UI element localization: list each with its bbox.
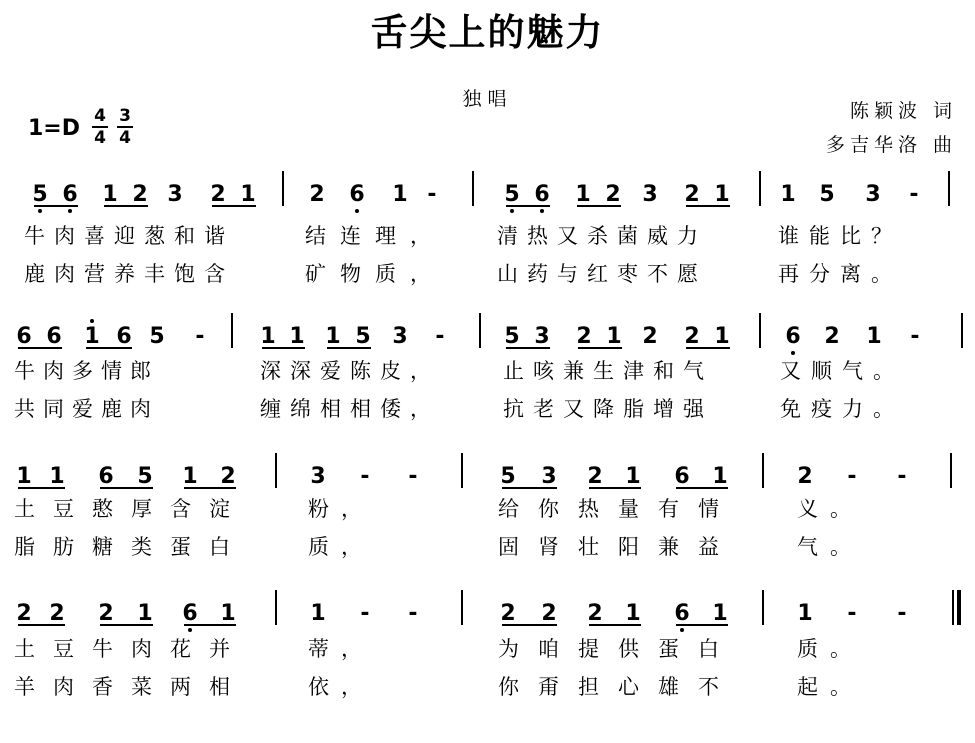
note: 3 <box>541 464 557 489</box>
lyric-phrase: 给你热量有情 <box>498 497 738 521</box>
note: 2 <box>684 182 700 207</box>
octave-dot-below <box>510 209 514 213</box>
note: 1 <box>625 464 641 489</box>
lyric-phrase: 深深爱陈皮， <box>260 359 440 383</box>
note: 1 <box>220 601 236 626</box>
octave-dot-below <box>38 209 42 213</box>
lyric-phrase: 依， <box>308 675 374 699</box>
note: 5 <box>500 464 516 489</box>
note: 2 <box>684 324 700 349</box>
note: 1 <box>606 324 622 349</box>
note: 5 <box>355 324 371 349</box>
note: 2 <box>500 601 516 626</box>
note: 5 <box>504 324 520 349</box>
lyric-phrase: 矿物质， <box>305 262 445 286</box>
lyric-phrase: 土豆牛肉花并 <box>14 637 248 661</box>
note: 1 <box>714 324 730 349</box>
note: 2 <box>220 464 236 489</box>
lyric-phrase: 质。 <box>797 637 863 661</box>
dash: - <box>847 464 857 489</box>
time-signature-bottom: 4 <box>94 128 106 148</box>
dash: - <box>408 464 418 489</box>
composer-credit: 多吉华洛 曲 <box>825 134 957 156</box>
note: 2 <box>642 324 658 349</box>
note: 2 <box>132 182 148 207</box>
lyric-phrase: 起。 <box>797 675 863 699</box>
note: 6 <box>62 182 78 207</box>
note: 2 <box>49 601 65 626</box>
lyric-phrase: 义。 <box>797 497 863 521</box>
note: 1 <box>625 601 641 626</box>
lyric-phrase: 质， <box>308 535 374 559</box>
dash: - <box>360 464 370 489</box>
lyric-phrase: 缠绵相相倭， <box>260 397 440 421</box>
note: 6 <box>46 324 62 349</box>
dash: - <box>847 601 857 626</box>
note: 6 <box>674 464 690 489</box>
dash: - <box>360 601 370 626</box>
note: 1 <box>289 324 305 349</box>
lyric-phrase: 抗老又降脂增强 <box>503 397 713 421</box>
lyric-phrase: 你甭担心雄不 <box>498 675 738 699</box>
time-signature-top: 3 <box>119 106 131 126</box>
note: 2 <box>576 324 592 349</box>
note: 1 <box>310 601 326 626</box>
note: 2 <box>605 182 621 207</box>
time-signature-bottom: 4 <box>119 128 131 148</box>
note: 6 <box>785 324 801 349</box>
lyric-phrase: 谁能比？ <box>778 224 902 248</box>
octave-dot-below <box>540 209 544 213</box>
time-signature-top: 4 <box>94 106 106 126</box>
note: 6 <box>349 182 365 207</box>
note: 1 <box>797 601 813 626</box>
note: 1 <box>780 182 796 207</box>
lyric-phrase: 山药与红枣不愿 <box>497 262 707 286</box>
note: 2 <box>309 182 325 207</box>
note: 6 <box>116 324 132 349</box>
lyric-phrase: 再分离。 <box>778 262 902 286</box>
octave-dot-below <box>68 209 72 213</box>
lyric-phrase: 结连理， <box>305 224 445 248</box>
note: 5 <box>149 324 165 349</box>
note: 5 <box>819 182 835 207</box>
note: 1 <box>102 182 118 207</box>
note: 2 <box>587 601 603 626</box>
dash: - <box>897 601 907 626</box>
note: 1 <box>84 324 100 349</box>
dash: - <box>909 182 919 207</box>
note: 2 <box>587 464 603 489</box>
lyric-phrase: 气。 <box>797 535 863 559</box>
note: 1 <box>16 464 32 489</box>
note: 2 <box>541 601 557 626</box>
lyric-phrase: 牛肉喜迎葱和谐 <box>24 224 234 248</box>
note: 2 <box>824 324 840 349</box>
lyric-phrase: 粉， <box>308 497 374 521</box>
octave-dot-below <box>680 628 684 632</box>
lyric-phrase: 固肾壮阳兼益 <box>498 535 738 559</box>
note: 6 <box>534 182 550 207</box>
key-signature: 1=D <box>28 116 81 141</box>
note: 3 <box>865 182 881 207</box>
note: 3 <box>392 324 408 349</box>
octave-dot-below <box>355 209 359 213</box>
performance-type: 独唱 <box>462 88 513 110</box>
note: 1 <box>392 182 408 207</box>
dash: - <box>910 324 920 349</box>
lyric-phrase: 羊肉香菜两相 <box>14 675 248 699</box>
lyric-phrase: 免疫力。 <box>780 397 904 421</box>
octave-dot-above <box>90 319 94 323</box>
note: 1 <box>260 324 276 349</box>
dash: - <box>195 324 205 349</box>
note: 3 <box>310 464 326 489</box>
note: 6 <box>98 464 114 489</box>
note: 6 <box>182 601 198 626</box>
note: 1 <box>137 601 153 626</box>
dash: - <box>408 601 418 626</box>
note: 5 <box>504 182 520 207</box>
lyric-phrase: 为咱提供蛋白 <box>498 637 738 661</box>
note: 1 <box>240 182 256 207</box>
dash: - <box>435 324 445 349</box>
lyric-phrase: 鹿肉营养丰饱含 <box>24 262 234 286</box>
lyric-phrase: 牛肉多情郎 <box>14 359 159 383</box>
note: 3 <box>642 182 658 207</box>
note: 1 <box>866 324 882 349</box>
note: 1 <box>712 464 728 489</box>
note: 3 <box>534 324 550 349</box>
octave-dot-below <box>188 628 192 632</box>
note: 2 <box>16 601 32 626</box>
note: 3 <box>167 182 183 207</box>
note: 6 <box>16 324 32 349</box>
note: 5 <box>32 182 48 207</box>
note: 1 <box>712 601 728 626</box>
lyric-phrase: 共同爱鹿肉 <box>14 397 159 421</box>
lyric-phrase: 止咳兼生津和气 <box>503 359 713 383</box>
note: 2 <box>797 464 813 489</box>
note: 1 <box>182 464 198 489</box>
lyric-phrase: 脂肪糖类蛋白 <box>14 535 248 559</box>
note: 1 <box>714 182 730 207</box>
lyricist-credit: 陈颖波 词 <box>849 100 957 122</box>
lyric-phrase: 清热又杀菌威力 <box>497 224 707 248</box>
dash: - <box>897 464 907 489</box>
lyric-phrase: 蒂， <box>308 637 374 661</box>
lyric-phrase: 土豆憨厚含淀 <box>14 497 248 521</box>
note: 1 <box>325 324 341 349</box>
note: 2 <box>210 182 226 207</box>
dash: - <box>427 182 437 207</box>
song-title: 舌尖上的魅力 <box>370 10 605 54</box>
note: 1 <box>49 464 65 489</box>
note: 5 <box>137 464 153 489</box>
note: 2 <box>98 601 114 626</box>
lyric-phrase: 又顺气。 <box>780 359 904 383</box>
note: 1 <box>575 182 591 207</box>
note: 6 <box>674 601 690 626</box>
